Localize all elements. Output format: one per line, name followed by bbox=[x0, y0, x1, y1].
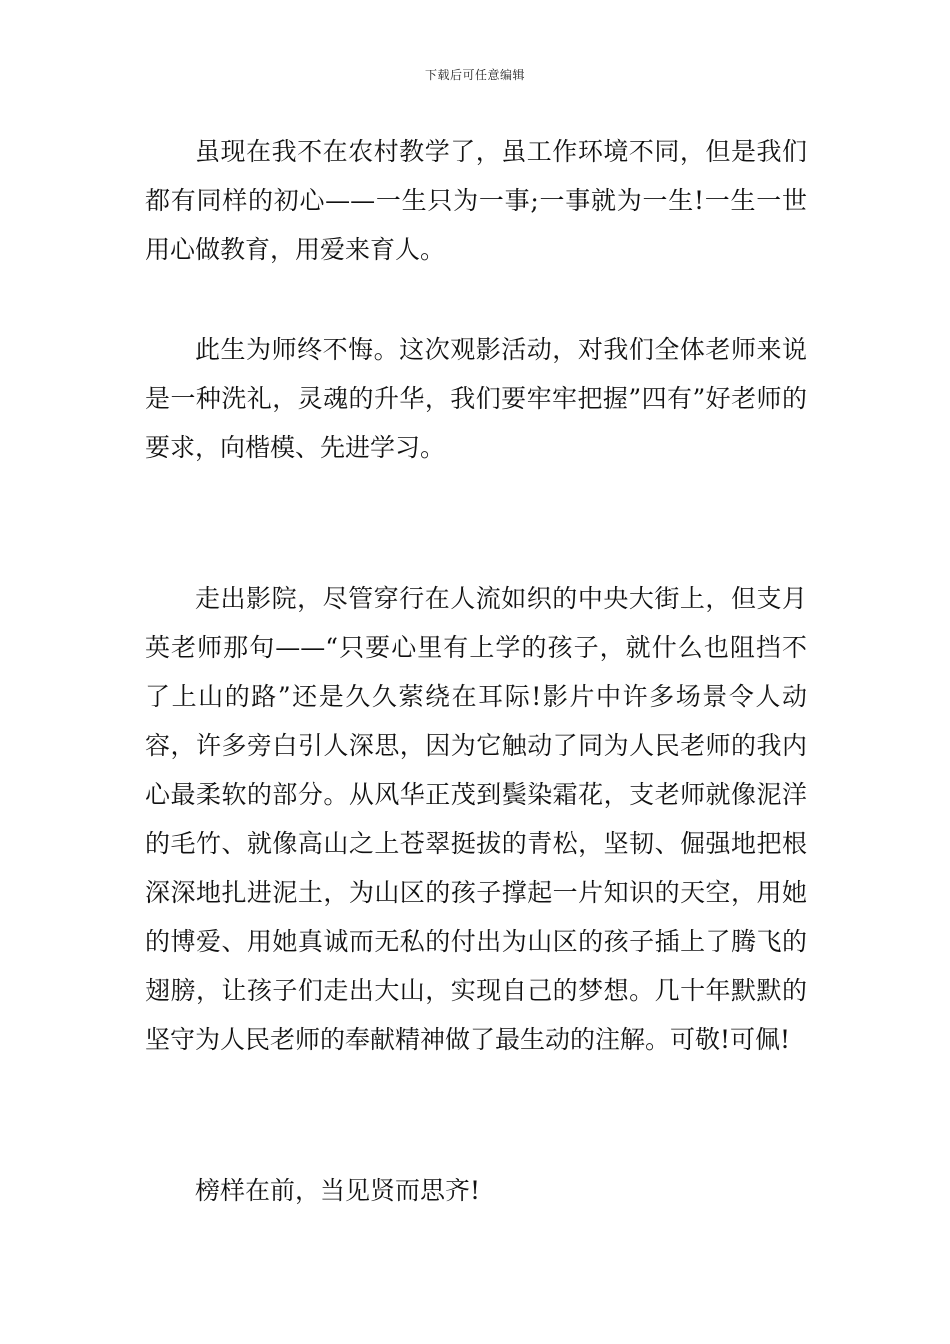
paragraph-4: 榜样在前，当见贤而思齐! bbox=[195, 1176, 481, 1205]
header-note: 下载后可任意编辑 bbox=[424, 68, 525, 82]
paragraph-1: 虽现在我不在农村教学了，虽工作环境不同，但是我们都有同样的初心——一生只为一事;一事就为一生!一生一世用心做教育，用爱来育人。 bbox=[145, 137, 807, 264]
paragraph-3: 走出影院，尽管穿行在人流如织的中央大街上，但支月英老师那句——“只要心里有上学的孩子，就什么也阻挡不了上山的路”还是久久萦绕在耳际!影片中许多场景令人动容，许多旁白引人深思，因为它触动了同为人民老师的我内心最柔软的部分。从风华正茂到鬓染霜花，支老师就像泥洋的毛竹、就像高山之上苍翠挺拔的青松，坚韧、倔强地把根深深地扎进泥土，为山区的孩子撑起一片知识的天空，用她的博爱、用她真诚而无私的付出为山区的孩子插上了腾飞的翅膀，让孩子们走出大山，实现自己的梦想。几十年默默的坚守为人民老师的奉献精神做了最生动的注解。可敬!可佩! bbox=[145, 584, 807, 1054]
paragraph-2: 此生为师终不悔。这次观影活动，对我们全体老师来说是一种洗礼，灵魂的升华，我们要牢牢把握”四有”好老师的要求，向楷模、先进学习。 bbox=[145, 335, 807, 462]
